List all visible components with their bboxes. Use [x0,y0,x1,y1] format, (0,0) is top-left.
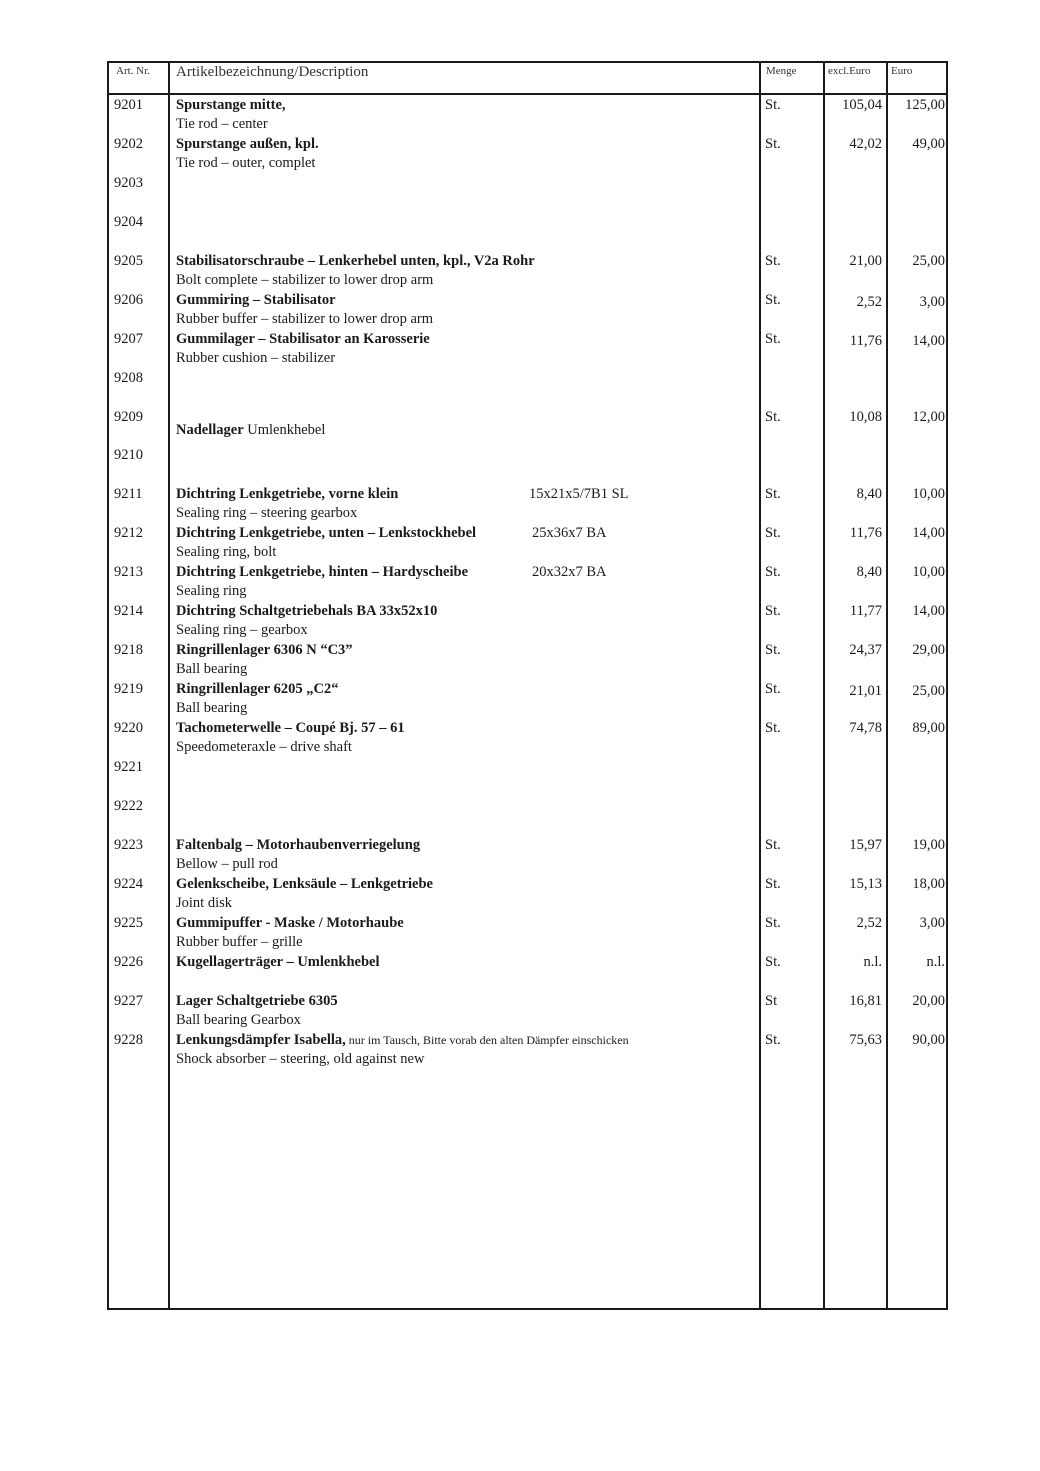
item-title-line [176,992,756,1011]
price-excl: 8,40 [856,486,882,503]
art-number: 9226 [114,953,143,970]
item-title-line [176,421,756,440]
item-description [176,836,756,874]
item-description [176,485,756,523]
item-title-line [176,836,756,855]
art-number: 9227 [114,992,143,1009]
table-row [109,641,946,680]
price-euro: n.l. [926,953,945,970]
item-spec: 20x32x7 BA [532,564,607,581]
table-row [109,836,946,875]
header-art-nr: Art. Nr. [116,65,150,77]
price-excl: 42,02 [849,135,882,152]
price-excl: 21,00 [849,252,882,269]
table-row [109,213,946,252]
unit: St. [765,408,781,425]
item-spec: 15x21x5/7B1 SL [529,486,629,503]
unit: St. [765,603,781,620]
table-row [109,408,946,447]
price-euro: 12,00 [912,408,945,425]
table-row [109,914,946,953]
item-title: Dichtring Lenkgetriebe, unten – Lenkstockhebel [176,525,477,542]
item-title: Stabilisatorschraube – Lenkerhebel unten, kpl., V2a Rohr [176,252,535,269]
item-title: Gummiring – Stabilisator [176,291,336,308]
item-title: Dichtring Lenkgetriebe, hinten – Hardyscheibe [176,564,469,581]
art-number: 9222 [114,797,143,814]
table-row [109,252,946,291]
art-number: 9225 [114,914,143,931]
item-title-line [176,96,756,115]
art-number: 9206 [114,291,143,308]
unit: St. [765,720,781,736]
price-euro: 25,00 [912,252,945,269]
table-row [109,96,946,135]
header-divider [109,93,946,95]
item-description [176,914,756,952]
table-row [109,446,946,485]
item-title: Ringrillenlager 6306 N “C3” [176,642,353,659]
item-title-line [176,719,756,738]
price-excl: 74,78 [849,720,882,736]
unit: St. [765,564,781,581]
unit: St. [765,525,781,542]
item-subtitle: Rubber cushion – stabilizer [176,349,336,366]
item-subtitle: Joint disk [176,894,232,911]
art-number: 9209 [114,408,143,425]
item-subtitle: Rubber buffer – stabilizer to lower drop arm [176,310,434,327]
unit: St. [765,875,781,892]
art-number: 9204 [114,213,143,230]
art-number: 9223 [114,836,143,853]
item-subtitle: Bellow – pull rod [176,855,278,872]
table-row [109,1031,946,1070]
art-number: 9211 [114,486,143,503]
price-excl: n.l. [863,953,882,970]
art-number: 9207 [114,330,143,347]
item-subtitle: Ball bearing [176,700,248,717]
art-number: 9210 [114,447,143,464]
price-euro: 19,00 [912,836,945,853]
table-row [109,563,946,602]
item-title: Kugellagerträger – Umlenkhebel [176,953,380,970]
item-spec: 25x36x7 BA [532,525,607,542]
price-euro: 90,00 [912,1031,945,1048]
item-title: Dichtring Lenkgetriebe, vorne klein [176,486,399,503]
art-number: 9202 [114,135,143,152]
price-euro: 29,00 [912,642,945,659]
table-row [109,330,946,369]
price-excl: 15,13 [849,875,882,892]
parts-price-table [107,61,948,1310]
price-excl: 16,81 [849,992,882,1009]
table-row [109,602,946,641]
art-number: 9219 [114,681,143,698]
item-subtitle: Ball bearing Gearbox [176,1011,301,1028]
table-row [109,797,946,836]
art-number: 9221 [114,758,143,775]
table-row [109,135,946,174]
header-menge: Menge [766,65,797,77]
price-euro: 3,00 [919,914,945,931]
art-number: 9228 [114,1031,143,1048]
item-subtitle: Shock absorber – steering, old against new [176,1050,425,1067]
item-subtitle: Tie rod – outer, complet [176,154,316,171]
item-description [176,641,756,679]
item-description [176,524,756,562]
art-number: 9205 [114,252,143,269]
item-title: Nadellager [176,421,244,438]
art-number: 9203 [114,174,143,191]
unit: St. [765,252,781,269]
item-subtitle: Sealing ring, bolt [176,544,277,561]
item-title: Lager Schaltgetriebe 6305 [176,992,338,1009]
unit: St. [765,953,781,970]
item-subtitle: Sealing ring [176,583,247,600]
item-title-line [176,953,756,972]
price-excl: 11,76 [849,525,882,542]
item-title: Tachometerwelle – Coupé Bj. 57 – 61 [176,720,405,736]
item-title-line [176,1031,756,1050]
price-euro: 20,00 [912,992,945,1009]
price-excl: 21,01 [849,683,882,700]
item-title: Dichtring Schaltgetriebehals BA 33x52x10 [176,603,438,620]
price-euro: 14,00 [912,525,945,542]
item-title: Ringrillenlager 6205 „C2“ [176,681,339,698]
unit: St. [765,486,781,503]
item-subtitle: Ball bearing [176,661,248,678]
table-row [109,524,946,563]
item-title: Faltenbalg – Motorhaubenverriegelung [176,836,421,853]
item-description [176,291,756,329]
price-excl: 10,08 [849,408,882,425]
price-excl: 75,63 [849,1031,882,1048]
table-row [109,953,946,992]
price-excl: 15,97 [849,836,882,853]
unit: St. [765,135,781,152]
item-description [176,252,756,290]
price-excl: 11,76 [849,332,882,349]
unit: St. [765,1031,781,1048]
price-euro: 49,00 [912,135,945,152]
price-euro: 89,00 [912,720,945,736]
item-description [176,992,756,1030]
item-subtitle: Tie rod – center [176,116,268,132]
table-row [109,758,946,797]
item-title-line [176,563,756,582]
header-description: Artikelbezeichnung/Description [176,64,369,80]
item-title: Gummipuffer - Maske / Motorhaube [176,914,404,931]
table-row [109,719,946,758]
item-title-line [176,875,756,894]
price-euro: 10,00 [912,486,945,503]
item-description [176,602,756,640]
item-title-line [176,680,756,699]
item-description [176,953,756,972]
table-row [109,680,946,719]
unit: St. [765,97,781,113]
table-row [109,291,946,330]
item-title-line [176,330,756,349]
item-title-line [176,641,756,660]
item-title-extra: Umlenkhebel [243,421,326,438]
item-description [176,563,756,601]
unit: St [765,992,778,1009]
art-number: 9208 [114,369,143,386]
table-row [109,174,946,213]
price-excl: 2,52 [856,293,882,310]
item-title: Spurstange außen, kpl. [176,135,319,152]
item-note: nur im Tausch, Bitte vorab den alten Dämpfer einschicken [345,1032,629,1047]
header-excl-euro: excl.Euro [828,65,871,77]
art-number: 9220 [114,720,143,736]
unit: St. [765,914,781,931]
price-euro: 25,00 [912,683,945,700]
price-excl: 105,04 [842,97,882,113]
price-euro: 18,00 [912,875,945,892]
price-euro: 14,00 [912,603,945,620]
item-description [176,680,756,718]
art-number: 9218 [114,642,143,659]
price-euro: 14,00 [912,332,945,349]
art-number: 9213 [114,564,143,581]
item-subtitle: Bolt complete – stabilizer to lower drop arm [176,271,434,288]
item-title-line [176,135,756,154]
item-description [176,330,756,368]
item-description [176,1031,756,1069]
price-excl: 11,77 [849,603,882,620]
item-description [176,719,756,757]
art-number: 9224 [114,875,143,892]
item-subtitle: Sealing ring – steering gearbox [176,505,358,522]
price-excl: 24,37 [849,642,882,659]
item-title: Lenkungsdämpfer Isabella, [176,1031,346,1048]
unit: St. [765,836,781,853]
item-title: Gelenkscheibe, Lenksäule – Lenkgetriebe [176,875,433,892]
header-euro: Euro [891,65,913,77]
item-title: Gummilager – Stabilisator an Karosserie [176,330,430,347]
item-subtitle: Sealing ring – gearbox [176,622,308,639]
item-description [176,135,756,173]
art-number: 9214 [114,603,143,620]
unit: St. [765,681,781,698]
item-title-line [176,291,756,310]
item-description [176,875,756,913]
table-row [109,485,946,524]
price-excl: 2,52 [856,914,882,931]
item-description [176,96,756,134]
price-euro: 125,00 [905,97,945,113]
unit: St. [765,642,781,659]
item-subtitle: Rubber buffer – grille [176,933,303,950]
price-euro: 3,00 [919,293,945,310]
item-title-line [176,485,756,504]
art-number: 9212 [114,525,143,542]
price-excl: 8,40 [856,564,882,581]
unit: St. [765,330,781,347]
art-number: 9201 [114,97,143,113]
item-title-line [176,524,756,543]
table-row [109,369,946,408]
table-body [109,96,946,1069]
unit: St. [765,291,781,308]
item-title-line [176,252,756,271]
item-description [176,408,756,438]
item-title-line [176,914,756,933]
price-euro: 10,00 [912,564,945,581]
item-subtitle: Speedometeraxle – drive shaft [176,739,352,755]
table-row [109,875,946,914]
item-title: Spurstange mitte, [176,97,286,113]
table-row [109,992,946,1031]
item-title-line [176,602,756,621]
